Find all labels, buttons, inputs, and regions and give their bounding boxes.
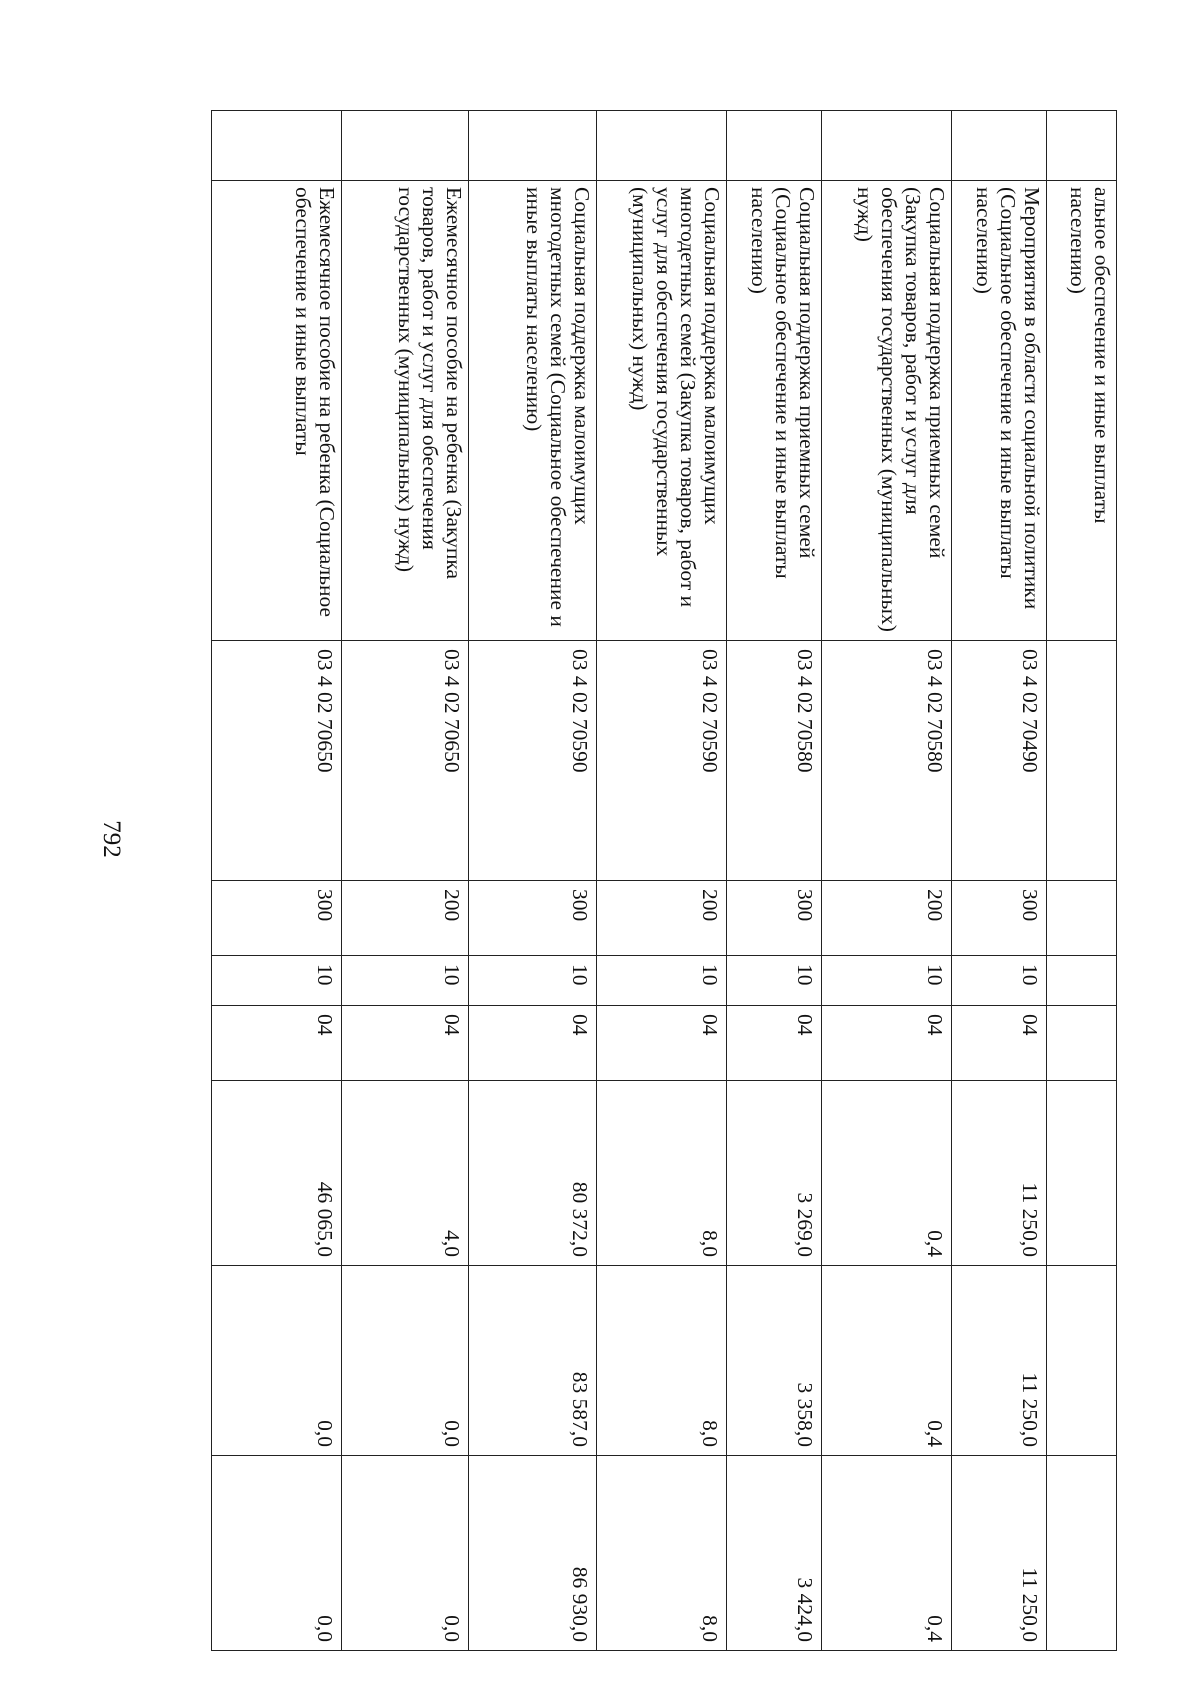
- amount-year-3: 0,0: [342, 1456, 469, 1651]
- amount-year-2: 0,4: [822, 1266, 952, 1456]
- amount-year-3: 11 250,0: [952, 1456, 1047, 1651]
- section-code: 10: [212, 956, 342, 1006]
- amount-year-1: 46 065,0: [212, 1081, 342, 1266]
- section-code: 10: [727, 956, 822, 1006]
- amount-year-2: [1047, 1266, 1117, 1456]
- amount-year-3: 8,0: [597, 1456, 727, 1651]
- row-description: Социальная поддержка приемных семей (Социальное обеспечение и иные выплаты населению): [727, 181, 822, 641]
- table-container: [212, 110, 1117, 1650]
- subsection-code: 04: [212, 1006, 342, 1081]
- table-row: [469, 111, 597, 1651]
- row-marker-cell: [469, 111, 597, 181]
- expense-type-code: 300: [469, 881, 597, 956]
- rotated-table-area: [212, 110, 1117, 1650]
- amount-year-3: 0,4: [822, 1456, 952, 1651]
- section-code: [1047, 956, 1117, 1006]
- row-marker-cell: [952, 111, 1047, 181]
- page-number: 792: [98, 820, 125, 858]
- amount-year-1: [1047, 1081, 1117, 1266]
- subsection-code: 04: [342, 1006, 469, 1081]
- amount-year-1: 80 372,0: [469, 1081, 597, 1266]
- table-row: [1047, 111, 1117, 1651]
- row-description: альное обеспечение и иные выплаты населению): [1047, 181, 1117, 641]
- amount-year-3: 86 930,0: [469, 1456, 597, 1651]
- table-row: [822, 111, 952, 1651]
- table-row: [212, 111, 342, 1651]
- expense-type-code: 300: [727, 881, 822, 956]
- expense-type-code: 300: [952, 881, 1047, 956]
- expense-type-code: 200: [597, 881, 727, 956]
- row-marker-cell: [822, 111, 952, 181]
- target-article-code: [1047, 641, 1117, 881]
- amount-year-1: 3 269,0: [727, 1081, 822, 1266]
- section-code: 10: [597, 956, 727, 1006]
- row-marker-cell: [727, 111, 822, 181]
- amount-year-1: 0,4: [822, 1081, 952, 1266]
- row-marker-cell: [212, 111, 342, 181]
- row-description: Ежемесячное пособие на ребенка (Социальное обеспечение и иные выплаты: [212, 181, 342, 641]
- row-marker-cell: [1047, 111, 1117, 181]
- amount-year-1: 8,0: [597, 1081, 727, 1266]
- section-code: 10: [822, 956, 952, 1006]
- target-article-code: 03 4 02 70650: [212, 641, 342, 881]
- amount-year-1: 11 250,0: [952, 1081, 1047, 1266]
- amount-year-2: 83 587,0: [469, 1266, 597, 1456]
- table-row: [952, 111, 1047, 1651]
- amount-year-1: 4,0: [342, 1081, 469, 1266]
- row-description: Социальная поддержка приемных семей (Закупка товаров, работ и услуг для обеспечения государственных (муниципальных) нужд): [822, 181, 952, 641]
- row-description: Социальная поддержка малоимущих многодетных семей (Социальное обеспечение и иные выплаты населению): [469, 181, 597, 641]
- subsection-code: 04: [727, 1006, 822, 1081]
- target-article-code: 03 4 02 70590: [469, 641, 597, 881]
- row-description: Ежемесячное пособие на ребенка (Закупка товаров, работ и услуг для обеспечения государственных (муниципальных) нужд): [342, 181, 469, 641]
- target-article-code: 03 4 02 70490: [952, 641, 1047, 881]
- subsection-code: 04: [597, 1006, 727, 1081]
- expense-type-code: 200: [822, 881, 952, 956]
- subsection-code: 04: [469, 1006, 597, 1081]
- target-article-code: 03 4 02 70650: [342, 641, 469, 881]
- target-article-code: 03 4 02 70580: [727, 641, 822, 881]
- row-description: Мероприятия в области социальной политики (Социальное обеспечение и иные выплаты населению): [952, 181, 1047, 641]
- target-article-code: 03 4 02 70590: [597, 641, 727, 881]
- expense-type-code: [1047, 881, 1117, 956]
- budget-table: [211, 110, 1117, 1651]
- row-description: Социальная поддержка малоимущих многодетных семей (Закупка товаров, работ и услуг для обеспечения государственных (муниципальных) нужд): [597, 181, 727, 641]
- section-code: 10: [469, 956, 597, 1006]
- amount-year-2: 8,0: [597, 1266, 727, 1456]
- subsection-code: 04: [822, 1006, 952, 1081]
- table-row: [342, 111, 469, 1651]
- amount-year-3: 3 424,0: [727, 1456, 822, 1651]
- table-row: [597, 111, 727, 1651]
- amount-year-3: 0,0: [212, 1456, 342, 1651]
- amount-year-2: 0,0: [342, 1266, 469, 1456]
- table-row: [727, 111, 822, 1651]
- row-marker-cell: [342, 111, 469, 181]
- section-code: 10: [342, 956, 469, 1006]
- amount-year-2: 11 250,0: [952, 1266, 1047, 1456]
- subsection-code: [1047, 1006, 1117, 1081]
- section-code: 10: [952, 956, 1047, 1006]
- amount-year-2: 0,0: [212, 1266, 342, 1456]
- target-article-code: 03 4 02 70580: [822, 641, 952, 881]
- expense-type-code: 300: [212, 881, 342, 956]
- row-marker-cell: [597, 111, 727, 181]
- expense-type-code: 200: [342, 881, 469, 956]
- amount-year-2: 3 358,0: [727, 1266, 822, 1456]
- subsection-code: 04: [952, 1006, 1047, 1081]
- amount-year-3: [1047, 1456, 1117, 1651]
